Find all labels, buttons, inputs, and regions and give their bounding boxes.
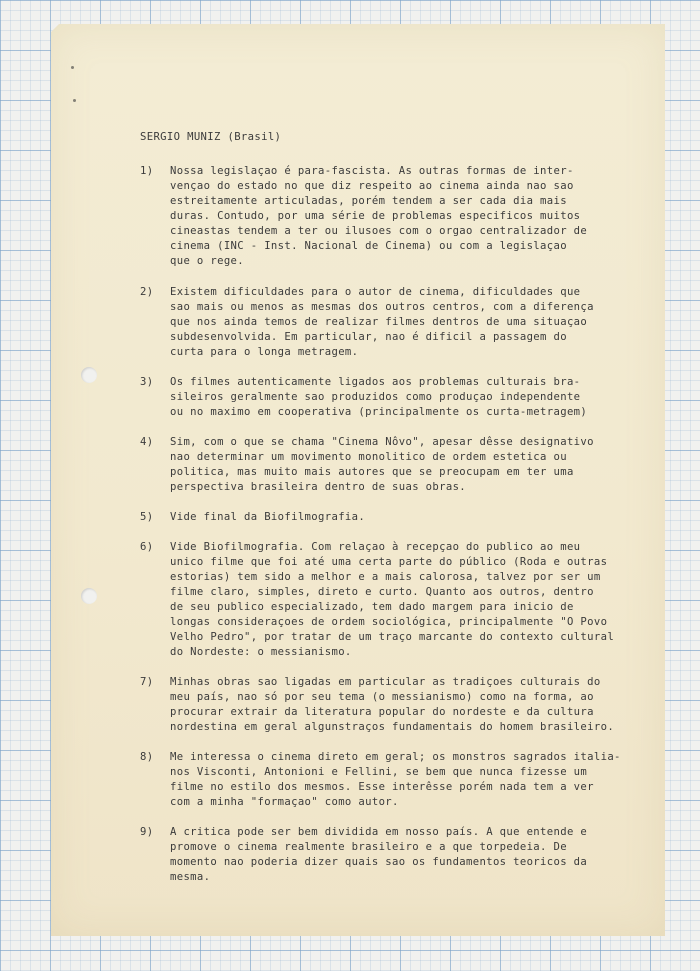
item-text: Vide Biofilmografia. Com relaçao à recepçao do publico ao meu unico filme que foi até uma certa parte do público (Roda e outras estorias) tem sido a melhor e a mais calorosa, talvez por ser um filme claro, simples, direto e curto. Quanto aos outros, dentro de seu publico especializado, tem dado margem para inicio de longas consideraçoes de ordem sociológica, principalmente "O Povo Velho Pedro", por tratar de um traço marcante do contexto cultural do Nordeste: o messianismo.: [170, 541, 615, 658]
ink-speck: [73, 99, 76, 102]
item-text: Os filmes autenticamente ligados aos problemas culturais bra- sileiros geralmente sao produzidos como produçao independente ou no maximo em cooperativa (principalmente os curta-metragem): [170, 376, 588, 418]
item-number: 9): [140, 826, 154, 838]
item-text: Sim, com o que se chama "Cinema Nôvo", apesar dêsse designativo nao determinar um movimento monolitico de ordem estetica ou politica, mas muito mais autores que se preocupam em ter uma perspectiva brasileira dentro de suas obras.: [170, 436, 594, 493]
item-text: Nossa legislaçao é para-fascista. As outras formas de inter- vençao do estado no que diz respeito ao cinema ainda nao sao estreitamente articuladas, porém tendem a ser cada dia mais duras. Contudo, por uma série de problemas especificos muitos cineastas tendem a ter ou ilusoes com o orgao centralizador de cinema (INC - Inst. Nacional de Cinema) ou com a legislaçao que o rege.: [170, 165, 588, 267]
item-text: Vide final da Biofilmografia.: [170, 511, 366, 523]
item-number: 8): [140, 751, 154, 763]
punch-hole: [81, 367, 97, 383]
item-number: 6): [140, 541, 154, 553]
item-number: 1): [140, 165, 154, 177]
ink-speck: [71, 66, 74, 69]
list-item: [140, 285, 660, 360]
item-text: A critica pode ser bem dividida em nosso país. A que entende e promove o cinema realmente brasileiro e a que torpedeia. De momento nao poderia dizer quais sao os fundamentos teoricos da mesma.: [170, 826, 588, 883]
item-number: 2): [140, 286, 154, 298]
item-number: 4): [140, 436, 154, 448]
punch-hole: [81, 588, 97, 604]
item-text: Minhas obras sao ligadas em particular as tradiçoes culturais do meu país, nao só por seu tema (o messianismo) como na forma, ao procurar extrair da literatura popular do nordeste e da cultura nordestina em geral algunstraços fundamentais do homem brasileiro.: [170, 676, 615, 733]
item-number: 7): [140, 676, 154, 688]
list-item: [140, 435, 660, 495]
item-number: 5): [140, 511, 154, 523]
list-item: [140, 510, 660, 525]
item-number: 3): [140, 376, 154, 388]
item-text: Existem dificuldades para o autor de cinema, dificuldades que sao mais ou menos as mesmas dos outros centros, com a diferença que nos ainda temos de realizar filmes dentros de uma situaçao subdesenvolvida. Em particular, nao é dificil a passagem do curta para o longa metragem.: [170, 286, 594, 358]
item-text: Me interessa o cinema direto em geral; os monstros sagrados italia- nos Visconti, Antonioni e Fellini, se bem que nunca fizesse um filme no estilo dos mesmos. Esse interêsse porém nada tem a ver com a minha "formaçao" como autor.: [170, 751, 621, 808]
list-item: [140, 675, 660, 735]
list-item: [140, 375, 660, 420]
list-item: [140, 750, 660, 810]
list-item: [140, 164, 660, 269]
list-item: [140, 825, 660, 885]
document-header: SERGIO MUNIZ (Brasil): [140, 131, 282, 143]
typewritten-text: [140, 130, 660, 900]
list-item: [140, 540, 660, 660]
